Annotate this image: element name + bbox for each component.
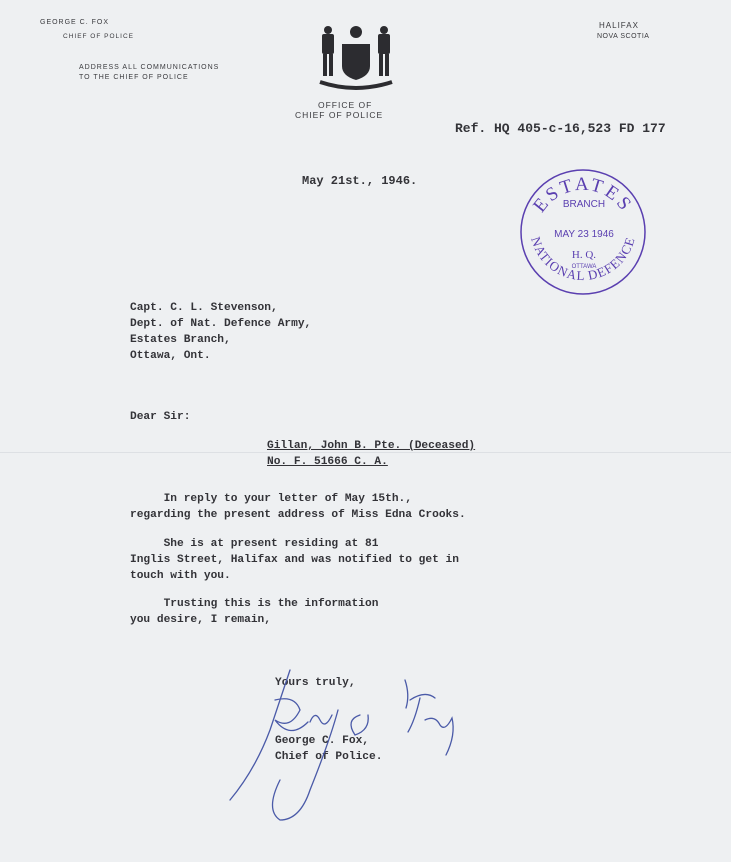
signatory-name: George C. Fox, — [275, 735, 369, 747]
handwritten-signature — [220, 660, 480, 830]
body-line: touch with you. — [130, 570, 231, 582]
body-line: you desire, I remain, — [130, 614, 271, 626]
subject-line: No. F. 51666 C. A. — [267, 456, 388, 468]
coat-of-arms-logo — [314, 22, 400, 92]
letterhead-office: OFFICE OF — [318, 100, 373, 110]
letterhead-province: NOVA SCOTIA — [597, 33, 650, 40]
stamp-national-defence: NATIONAL DEFENCE — [528, 234, 638, 284]
signatory-title: Chief of Police. — [275, 751, 383, 763]
recipient-line: Ottawa, Ont. — [130, 350, 211, 362]
stamp-branch: BRANCH — [562, 199, 606, 210]
letterhead-instruction: TO THE CHIEF OF POLICE — [79, 74, 189, 81]
reference-number: Ref. HQ 405-c-16,523 FD 177 — [455, 121, 666, 136]
subject-line: Gillan, John B. Pte. (Deceased) — [267, 440, 476, 452]
letterhead-city: HALIFAX — [599, 21, 639, 30]
stamp-estates: ESTATES — [529, 173, 637, 217]
stamp-city: OTTAWA — [571, 264, 597, 270]
stamp-hq: H. Q. — [571, 249, 597, 261]
body-line: In reply to your letter of May 15th., — [130, 493, 412, 505]
recipient-line: Capt. C. L. Stevenson, — [130, 302, 278, 314]
body-line: regarding the present address of Miss Edna Crooks. — [130, 509, 466, 521]
received-stamp — [518, 167, 648, 297]
recipient-line: Estates Branch, — [130, 334, 231, 346]
salutation: Dear Sir: — [130, 411, 191, 423]
letter-date: May 21st., 1946. — [302, 174, 418, 188]
letterhead-title: CHIEF OF POLICE — [63, 33, 134, 40]
recipient-line: Dept. of Nat. Defence Army, — [130, 318, 312, 330]
stamp-date: MAY 23 1946 — [554, 229, 614, 240]
fold-line — [0, 452, 731, 453]
body-line: Trusting this is the information — [130, 598, 379, 610]
closing: Yours truly, — [275, 677, 356, 689]
letterhead-instruction: ADDRESS ALL COMMUNICATIONS — [79, 64, 220, 71]
body-line: She is at present residing at 81 — [130, 538, 379, 550]
letterhead-name: GEORGE C. FOX — [40, 19, 110, 26]
letterhead-office: CHIEF OF POLICE — [295, 110, 384, 120]
body-line: Inglis Street, Halifax and was notified to get in — [130, 554, 459, 566]
